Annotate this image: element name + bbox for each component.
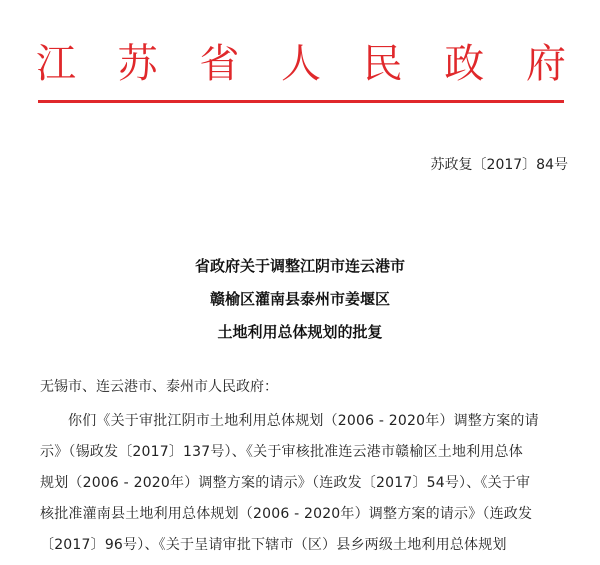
document-number: 苏政复〔2017〕84号 [430,157,568,173]
document-title-line: 土地利用总体规划的批复 [217,323,383,341]
header-char: 府 [525,41,566,87]
body-line: 规划（2006 - 2020年）调整方案的请示》（连政发〔2017〕54号）、《关于审 [40,475,531,491]
header-divider [38,100,564,103]
header-char: 省 [199,41,240,87]
body-line: 核批准灌南县土地利用总体规划（2006 - 2020年）调整方案的请示》（连政发 [40,506,533,522]
header-char: 民 [362,41,403,87]
header-char: 江 [36,41,76,87]
body-line: 示》（锡政发〔2017〕137号）、《关于审核批准连云港市赣榆区土地利用总体 [40,444,523,460]
document-body [40,406,580,561]
addressee: 无锡市、连云港市、泰州市人民政府： [40,379,278,395]
header-char: 苏 [117,41,158,87]
header-char: 人 [280,41,321,87]
document-title-line: 省政府关于调整江阴市连云港市 [194,257,405,275]
document-title [0,250,600,349]
issuing-authority-header [36,38,566,90]
body-line: 〔2017〕96号）、《关于呈请审批下辖市（区）县乡两级土地利用总体规划 [40,537,507,553]
document-title-line: 赣榆区灌南县泰州市姜堰区 [209,290,390,308]
header-char: 政 [444,41,485,87]
body-line: 你们《关于审批江阴市土地利用总体规划（2006 - 2020年）调整方案的请 [68,413,539,429]
